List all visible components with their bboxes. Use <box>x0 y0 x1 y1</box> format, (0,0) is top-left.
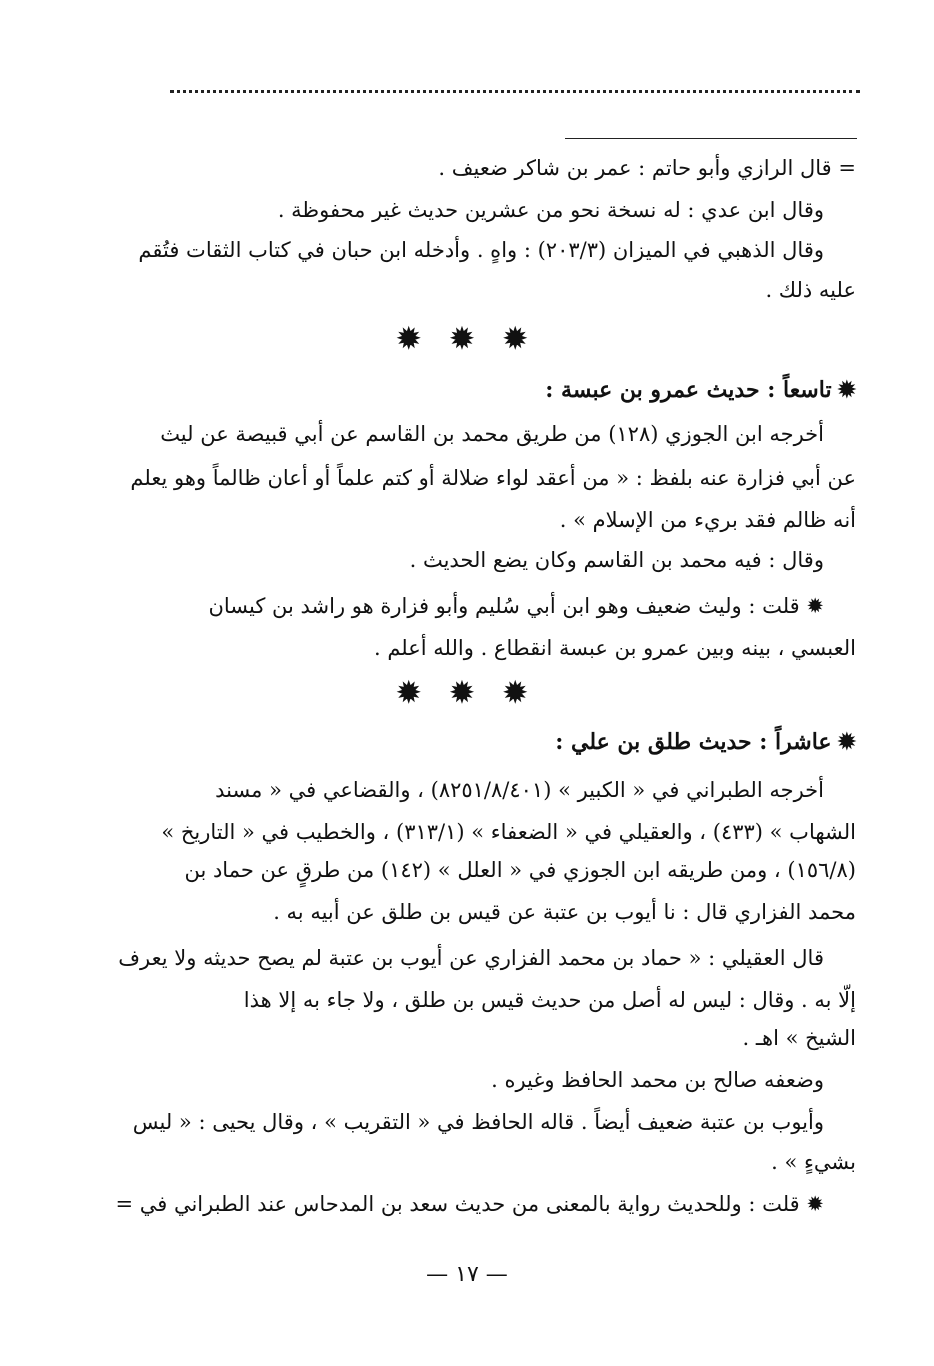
dotted-separator <box>170 80 860 93</box>
section-heading <box>545 376 856 404</box>
section-divider: ✹ ✹ ✹ <box>397 676 537 709</box>
footnote-line: وقال الذهبي في الميزان (٢٠٣/٣) : واهٍ . وأدخله ابن حبان في كتاب الثقات فتُقم <box>138 238 824 262</box>
heading-text: عاشراً : حديث طلق بن علي : <box>555 729 832 755</box>
paragraph-line: (١٥٦/٨) ، ومن طريقه ابن الجوزي في « العلل » (١٤٢) من طرقٍ عن حماد بن <box>184 858 856 882</box>
footnote-line: وقال ابن عدي : له نسخة نحو من عشرين حديث غير محفوظة . <box>277 198 824 222</box>
footnote-line: عليه ذلك . <box>765 278 856 302</box>
star-bullet-icon: ✹ <box>837 729 856 755</box>
paragraph-line: أنه ظالم فقد بريء من الإسلام » . <box>559 508 856 532</box>
paragraph-line: محمد الفزاري قال : نا أيوب بن عتبة عن قيس بن طلق عن أبيه به . <box>273 900 856 924</box>
paragraph-line: الشهاب » (٤٣٣) ، والعقيلي في « الضعفاء » (٣١٣/١) ، والخطيب في « التاريخ » <box>161 820 856 844</box>
note-line: ✹ قلت : وللحديث رواية بالمعنى من حديث سعد بن المدحاس عند الطبراني في = <box>115 1192 824 1216</box>
section-divider: ✹ ✹ ✹ <box>397 322 537 355</box>
paragraph-line: عن أبي فزارة عنه بلفظ : « من أعقد لواء ضلالة أو كتم علماً أو أعان ظالماً وهو يعلم <box>130 466 856 490</box>
section-heading <box>555 728 856 756</box>
page-number: — ١٧ — <box>426 1262 508 1287</box>
paragraph-line: قال العقيلي : « حماد بن محمد الفزاري عن أيوب بن عتبة لم يصح حديثه ولا يعرف <box>118 946 824 970</box>
star-bullet-icon: ✹ <box>837 377 856 403</box>
footnote-rule <box>565 138 857 139</box>
paragraph-line: الشيخ » اهـ . <box>742 1026 856 1050</box>
heading-text: تاسعاً : حديث عمرو بن عبسة : <box>545 377 832 403</box>
paragraph-line: وأيوب بن عتبة ضعيف أيضاً . قاله الحافظ في « التقريب » ، وقال يحيى : « ليس <box>132 1110 824 1134</box>
footnote-line: = قال الرازي وأبو حاتم : عمر بن شاكر ضعيف . <box>438 156 856 180</box>
paragraph-line: أخرجه الطبراني في « الكبير » (٨٢٥١/٨/٤٠١) ، والقضاعي في « مسند <box>215 778 824 802</box>
paragraph-line: وقال : فيه محمد بن القاسم وكان يضع الحديث . <box>409 548 824 572</box>
paragraph-line: بشيءٍ » . <box>771 1150 856 1174</box>
note-line: العبسي ، بينه وبين عمرو بن عبسة انقطاع . والله أعلم . <box>373 636 856 660</box>
paragraph-line: أخرجه ابن الجوزي (١٢٨) من طريق محمد بن القاسم عن أبي قبيصة عن ليث <box>160 422 824 446</box>
paragraph-line: إلّا به . وقال : ليس له أصل من حديث قيس بن طلق ، ولا جاء به إلا هذا <box>243 988 856 1012</box>
note-line: ✹ قلت : وليث ضعيف وهو ابن أبي سُليم وأبو فزارة هو راشد بن كيسان <box>208 594 824 618</box>
paragraph-line: وضعفه صالح بن محمد الحافظ وغيره . <box>491 1068 824 1092</box>
